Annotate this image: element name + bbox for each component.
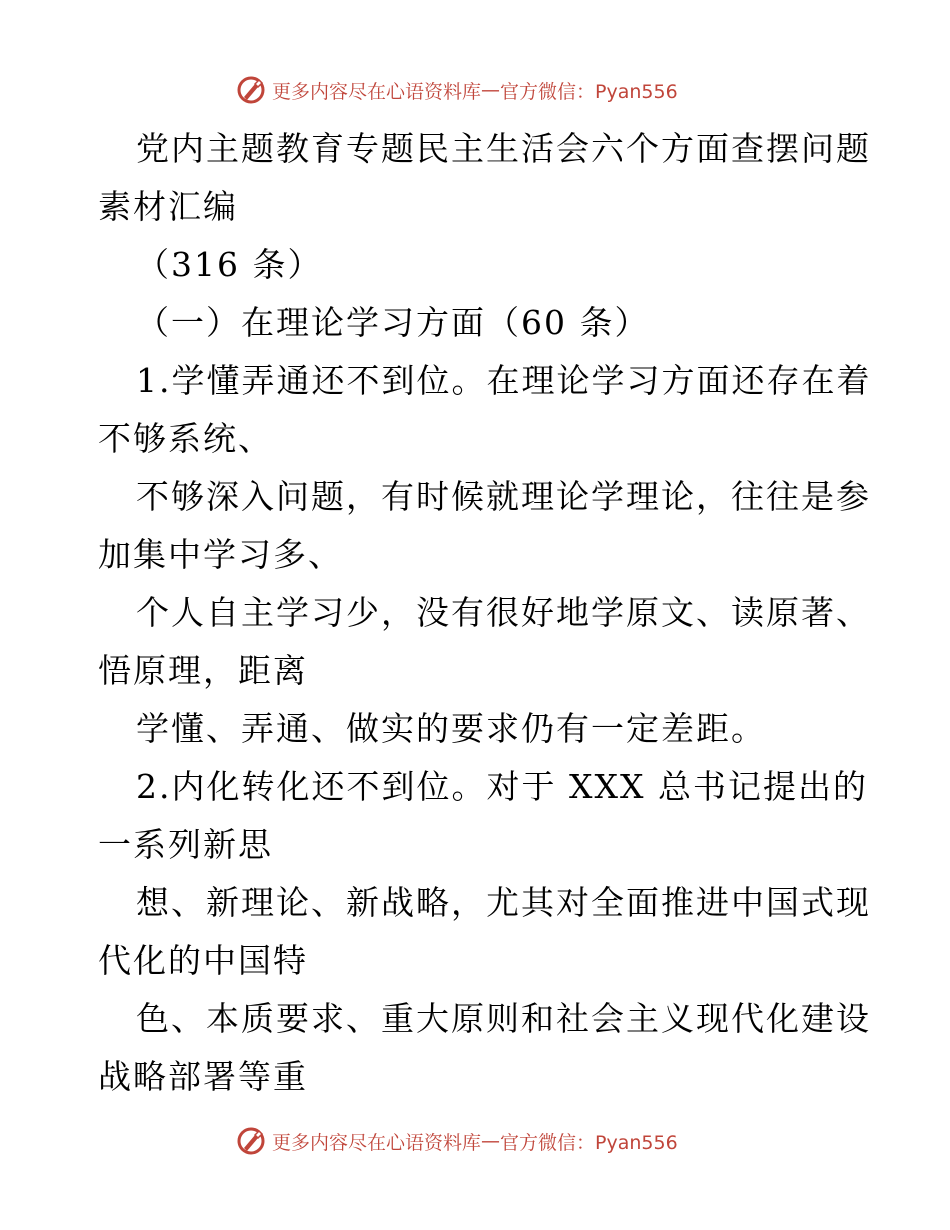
title-line-1: 党内主题教育专题民主生活会六个方面查摆问题 bbox=[136, 129, 871, 168]
watermark-header bbox=[236, 73, 678, 107]
paragraph-line: 不够系统、 bbox=[98, 419, 273, 458]
watermark-separator: — bbox=[481, 79, 501, 101]
document-body bbox=[98, 120, 872, 1106]
watermark-separator: — bbox=[481, 1130, 501, 1152]
paragraph-line: 学懂、弄通、做实的要求仍有一定差距。 bbox=[136, 709, 766, 748]
watermark-footer bbox=[236, 1124, 678, 1158]
watermark-contact: 官方微信：Pyan556 bbox=[500, 80, 678, 103]
paragraph-line: 加集中学习多、 bbox=[98, 535, 343, 574]
item-count: （316 条） bbox=[136, 245, 323, 284]
section-heading: （一）在理论学习方面（60 条） bbox=[136, 303, 650, 342]
paragraph-line: 个人自主学习少，没有很好地学原文、读原著、 bbox=[136, 593, 871, 632]
paragraph-line: 一系列新思 bbox=[98, 825, 273, 864]
watermark-contact: 官方微信：Pyan556 bbox=[500, 1131, 678, 1154]
watermark-text: 更多内容尽在心语资料库 bbox=[272, 80, 482, 103]
paragraph-line: 想、新理论、新战略，尤其对全面推进中国式现 bbox=[136, 883, 871, 922]
title-line-2: 素材汇编 bbox=[98, 187, 238, 226]
paragraph-line: 2.内化转化还不到位。对于 XXX 总书记提出的 bbox=[136, 767, 868, 806]
paragraph-line: 1.学懂弄通还不到位。在理论学习方面还存在着 bbox=[136, 361, 872, 400]
paragraph-line: 战略部署等重 bbox=[98, 1057, 308, 1096]
paragraph-line: 悟原理，距离 bbox=[98, 651, 308, 690]
paragraph-line: 色、本质要求、重大原则和社会主义现代化建设 bbox=[136, 999, 871, 1038]
paragraph-line: 代化的中国特 bbox=[98, 941, 308, 980]
pen-circle-logo-icon bbox=[236, 75, 266, 105]
pen-circle-logo-icon bbox=[236, 1126, 266, 1156]
paragraph-line: 不够深入问题，有时候就理论学理论，往往是参 bbox=[136, 477, 871, 516]
watermark-text: 更多内容尽在心语资料库 bbox=[272, 1131, 482, 1154]
